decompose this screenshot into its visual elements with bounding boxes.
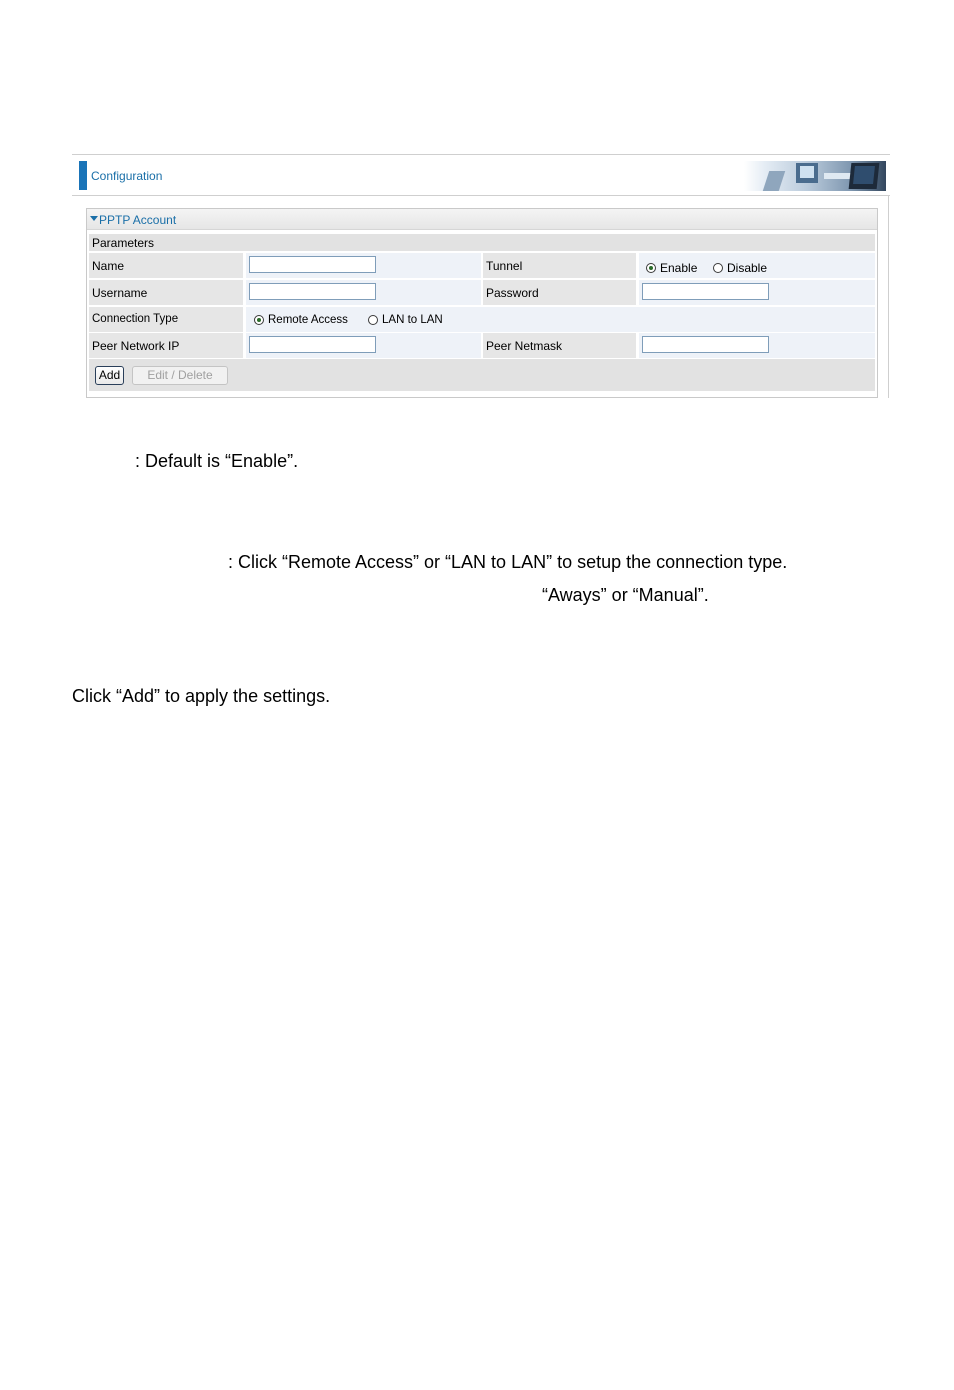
row-name-tunnel (89, 253, 875, 278)
add-note: Click “Add” to apply the settings. (72, 686, 331, 706)
divider (888, 196, 889, 398)
edit-delete-button[interactable]: Edit / Delete (132, 366, 228, 385)
panel-title-bar[interactable] (87, 209, 877, 230)
radio-unselected-icon[interactable] (713, 263, 723, 273)
tunnel-note: : Default is “Enable”. (135, 451, 299, 471)
username-input[interactable] (249, 283, 376, 300)
username-label: Username (92, 286, 148, 300)
tunnel-disable-radio[interactable]: Disable (713, 261, 767, 275)
collapse-triangle-icon[interactable] (90, 216, 98, 221)
row-peer-network (89, 333, 875, 358)
row-username-password (89, 280, 875, 305)
remote-access-radio[interactable]: Remote Access (254, 314, 348, 326)
header-accent-bar (79, 161, 87, 190)
lan-to-lan-radio[interactable]: LAN to LAN (368, 314, 443, 326)
connection-type-label: Connection Type (92, 313, 179, 325)
section-label: Parameters (92, 236, 155, 250)
peer-netmask-input[interactable] (642, 336, 769, 353)
dial-note: “Aways” or “Manual”. (542, 585, 709, 605)
peer-network-ip-input[interactable] (249, 336, 376, 353)
tunnel-label: Tunnel (486, 259, 523, 273)
office-banner-image (744, 161, 886, 191)
configuration-header (72, 154, 890, 196)
parameters-section-header (89, 234, 875, 251)
radio-selected-icon[interactable] (254, 315, 264, 325)
tunnel-enable-radio[interactable]: Enable (646, 261, 697, 275)
radio-selected-icon[interactable] (646, 263, 656, 273)
page-title: Configuration (91, 169, 163, 183)
peer-network-ip-label: Peer Network IP (92, 339, 180, 353)
add-button[interactable]: Add (95, 366, 124, 385)
password-input[interactable] (642, 283, 769, 300)
name-label: Name (92, 259, 125, 273)
radio-unselected-icon[interactable] (368, 315, 378, 325)
pptp-account-panel (86, 208, 878, 398)
panel-title: PPTP Account (99, 213, 177, 227)
connection-type-note: : Click “Remote Access” or “LAN to LAN” to setup the connection type. (228, 552, 788, 572)
peer-netmask-label: Peer Netmask (486, 339, 563, 353)
name-input[interactable] (249, 256, 376, 273)
button-bar (89, 359, 875, 391)
row-connection-type (89, 307, 875, 332)
password-label: Password (486, 286, 539, 300)
